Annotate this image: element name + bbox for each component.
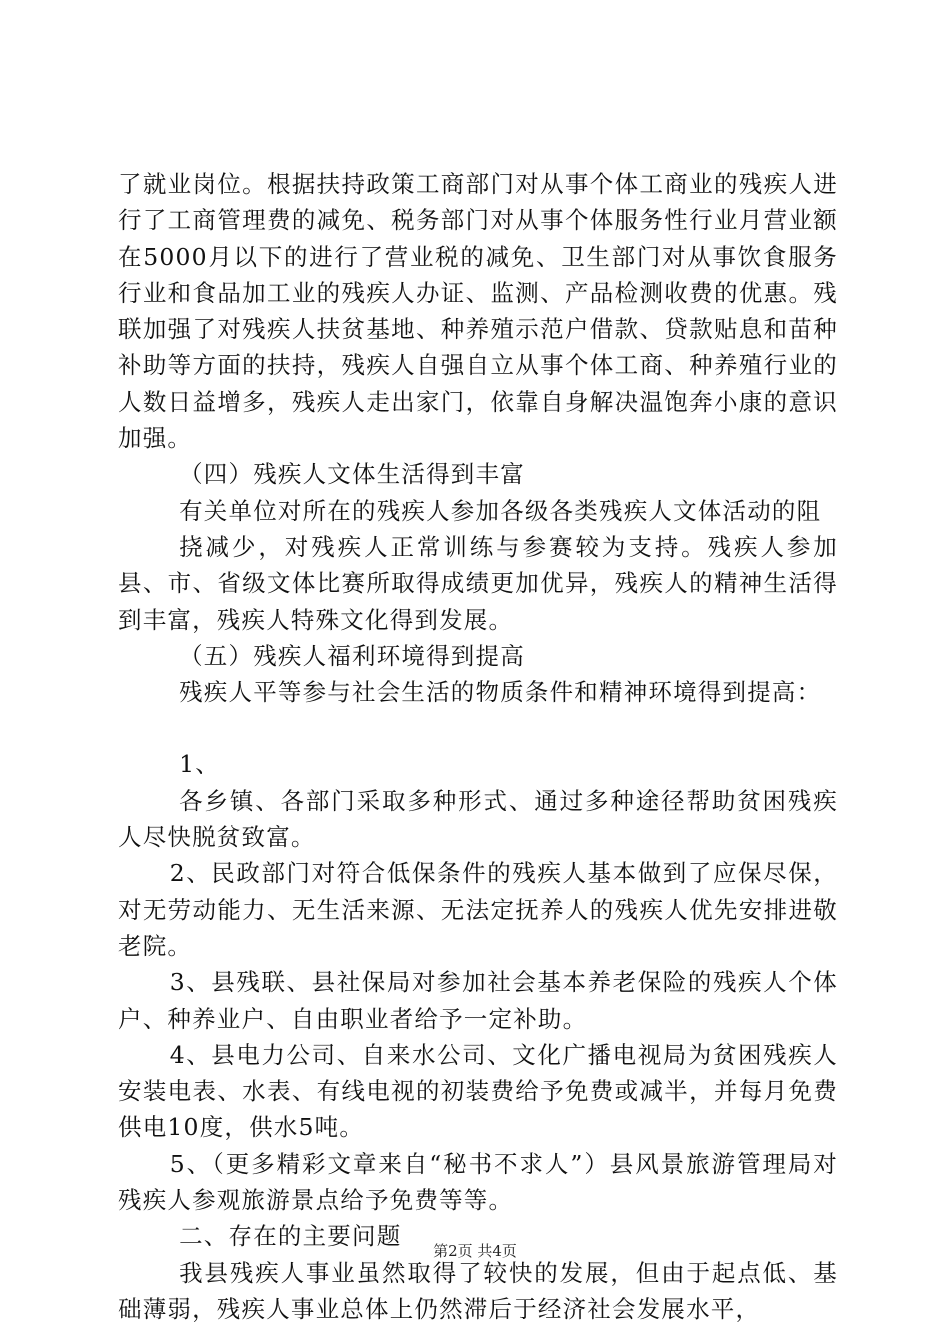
- document-body: [118, 166, 838, 1327]
- list-item-4: 4、县电力公司、自来水公司、文化广播电视局为贫困残疾人安装电表、水表、有线电视的初装费给予免费或减半，并每月免费供电10度，供水5吨。: [118, 1040, 838, 1142]
- paragraph-culture-b: 挠减少，对残疾人正常训练与参赛较为支持。残疾人参加县、市、省级文体比赛所取得成绩更加优异，残疾人的精神生活得到丰富，残疾人特殊文化得到发展。: [118, 532, 838, 634]
- paragraph-employment: 了就业岗位。根据扶持政策工商部门对从事个体工商业的残疾人进行了工商管理费的减免、税务部门对从事个体服务性行业月营业额在5000月以下的进行了营业税的减免、卫生部门对从事饮食服务行业和食品加工业的残疾人办证、监测、产品检测收费的优惠。残联加强了对残疾人扶贫基地、种养殖示范户借款、贷款贴息和苗种补助等方面的扶持，残疾人自强自立从事个体工商、种养殖行业的人数日益增多，残疾人走出家门，依靠自身解决温饱奔小康的意识加强。: [118, 170, 838, 453]
- list-item-3: 3、县残联、县社保局对参加社会基本养老保险的残疾人个体户、种养业户、自由职业者给予一定补助。: [118, 968, 838, 1033]
- list-item-1-number: 1、: [179, 750, 220, 779]
- paragraph-culture-a: 有关单位对所在的残疾人参加各级各类残疾人文体活动的阻: [179, 496, 822, 525]
- section-heading-problems: 二、存在的主要问题: [179, 1222, 402, 1251]
- paragraph-welfare-intro: 残疾人平等参与社会生活的物质条件和精神环境得到提高：: [179, 678, 822, 707]
- page-number-footer: 第2页 共4页: [433, 1242, 517, 1260]
- blank-line: [118, 710, 838, 746]
- list-item-2: 2、民政部门对符合低保条件的残疾人基本做到了应保尽保，对无劳动能力、无生活来源、无法定抚养人的残疾人优先安排进敬老院。: [118, 859, 838, 960]
- section-heading-4: （四）残疾人文体生活得到丰富: [179, 460, 525, 489]
- paragraph-problems: 我县残疾人事业虽然取得了较快的发展，但由于起点低、基础薄弱，残疾人事业总体上仍然滞后于经济社会发展水平，: [118, 1258, 838, 1323]
- list-item-1-text: 各乡镇、各部门采取多种形式、通过多种途径帮助贫困残疾人尽快脱贫致富。: [118, 786, 838, 852]
- section-heading-5: （五）残疾人福利环境得到提高: [179, 641, 525, 670]
- list-item-5: 5、（更多精彩文章来自“秘书不求人”）县风景旅游管理局对残疾人参观旅游景点给予免费等等。: [118, 1149, 838, 1215]
